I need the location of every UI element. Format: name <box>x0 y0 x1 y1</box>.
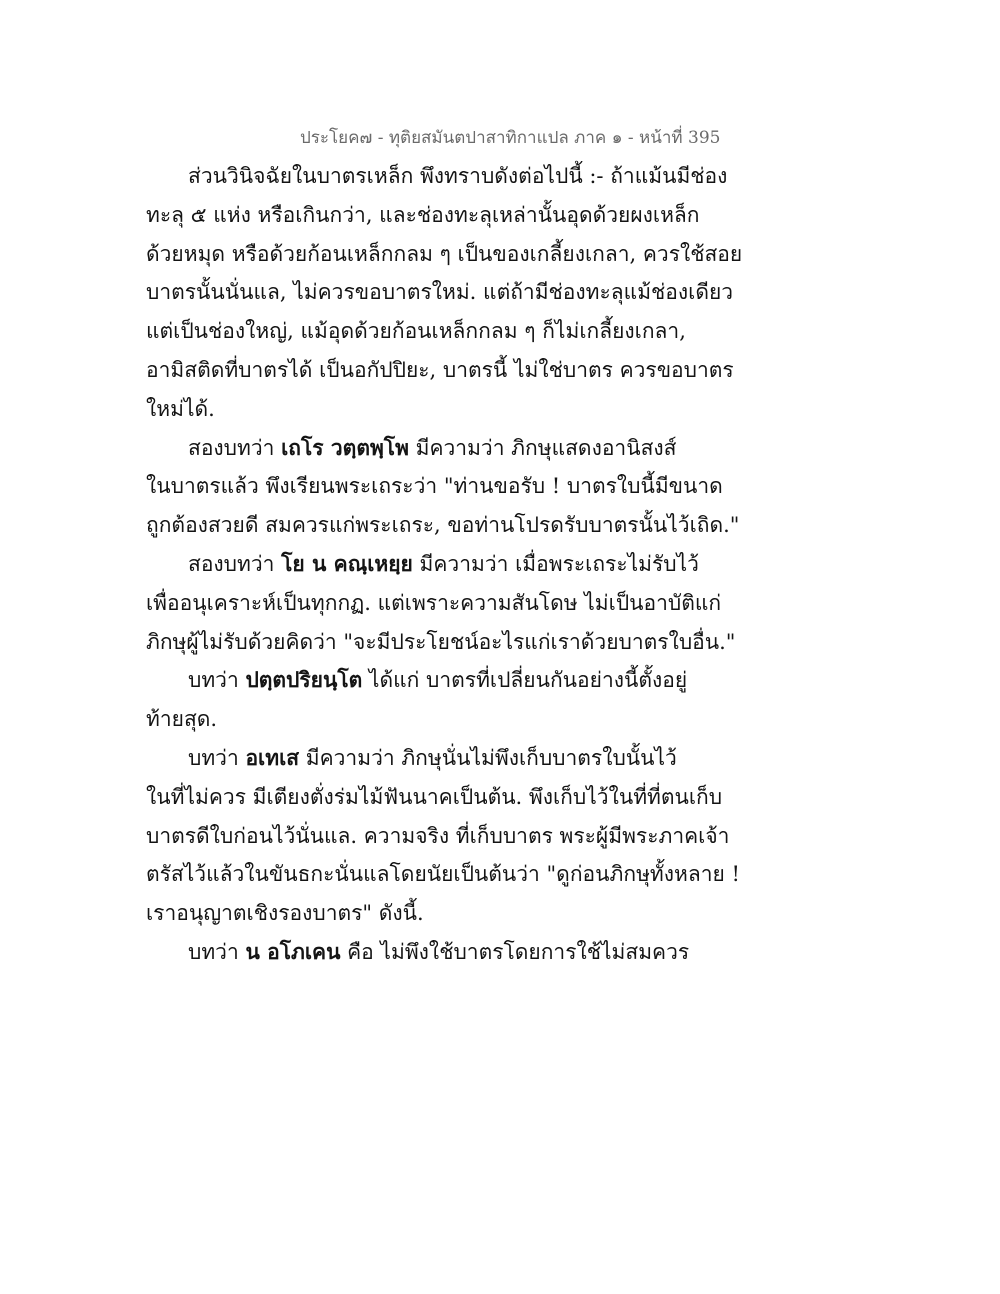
text-line <box>146 624 736 660</box>
pali-term: เถโร วตฺตพฺโพ <box>281 434 409 460</box>
pali-term: โย น คณฺเหยฺย <box>281 551 413 576</box>
text-line <box>146 236 743 272</box>
running-header: ประโยค๗ - ทุติยสมันตปาสาทิกาแปล ภาค ๑ - หน้าที่ 395 <box>300 128 721 148</box>
pali-term: อเทเส <box>245 745 300 770</box>
text-segment: ในบาตรแล้ว พึงเรียนพระเถระว่า "ท่านขอรับ ! บาตรใบนี้มีขนาด <box>146 474 723 499</box>
pali-term: น อโภเคน <box>245 939 341 964</box>
text-line <box>146 779 723 815</box>
paragraph-first-line <box>188 546 708 582</box>
text-segment: ด้วยหมุด หรือด้วยก้อนเหล็กกลม ๆ เป็นของเกลี้ยงเกลา, ควรใช้สอย <box>146 241 743 266</box>
text-segment: สองบทว่า <box>188 435 282 460</box>
text-line <box>146 818 730 854</box>
text-segment: มีความว่า ภิกษุแสดงอานิสงส์ <box>408 435 677 460</box>
text-segment: ตรัสไว้แล้วในขันธกะนั่นแลโดยนัยเป็นต้นว่า "ดูก่อนภิกษุทั้งหลาย ! <box>146 862 740 887</box>
text-line <box>146 197 706 233</box>
paragraph-first-line <box>188 430 708 466</box>
text-segment: ส่วนวินิจฉัยในบาตรเหล็ก พึงทราบดังต่อไปนี้ :- ถ้าแม้นมีช่อง <box>188 164 728 188</box>
paragraph-first-line <box>188 158 728 194</box>
text-segment: เพื่ออนุเคราะห์เป็นทุกกฏ. แต่เพราะความสันโดษ ไม่เป็นอาบัติแก่ <box>146 590 722 615</box>
text-line <box>146 856 740 892</box>
text-segment: มีความว่า ภิกษุนั่นไม่พึงเก็บบาตรใบนั้นไว้ <box>299 746 677 770</box>
text-line <box>146 701 706 737</box>
text-segment: บทว่า <box>188 746 246 770</box>
text-segment: ภิกษุผู้ไม่รับด้วยคิดว่า "จะมีประโยชน์อะไรแก่เราด้วยบาตรใบอื่น." <box>146 629 736 654</box>
text-segment: มีความว่า เมื่อพระเถระไม่รับไว้ <box>412 552 699 576</box>
text-line <box>146 468 723 504</box>
pali-term: ปตฺตปริยนฺโต <box>245 667 363 693</box>
text-segment: บทว่า <box>188 940 246 964</box>
text-segment: ได้แก่ บาตรที่เปลี่ยนกันอย่างนี้ตั้งอยู่ <box>362 668 688 693</box>
paragraph-first-line <box>188 662 708 698</box>
text-segment: บาตรดีใบก่อนไว้นั่นแล. ความจริง ที่เก็บบาตร พระผู้มีพระภาคเจ้า <box>146 823 730 848</box>
text-line <box>146 585 722 621</box>
text-segment: บาตรนั้นนั่นแล, ไม่ควรขอบาตรใหม่. แต่ถ้ามีช่องทะลุแม้ช่องเดียว <box>146 280 734 305</box>
text-segment: คือ ไม่พึงใช้บาตรโดยการใช้ไม่สมควร <box>340 940 690 964</box>
text-segment: ทะลุ ๕ แห่ง หรือเกินกว่า, และช่องทะลุเหล่านั้นอุดด้วยผงเหล็ก <box>146 202 700 227</box>
text-segment: ในที่ไม่ควร มีเตียงตั่งร่มไม้ฟันนาคเป็นต้น. พึงเก็บไว้ในที่ที่ตนเก็บ <box>146 784 723 809</box>
text-line <box>146 274 734 310</box>
text-segment: สองบทว่า <box>188 552 282 576</box>
text-line <box>146 507 740 543</box>
text-segment: อามิสติดที่บาตรได้ เป็นอกัปปิยะ, บาตรนี้ ไม่ใช่บาตร ควรขอบาตร <box>146 358 734 382</box>
text-line <box>146 313 706 349</box>
text-segment: ท้ายสุด. <box>146 707 218 732</box>
text-segment: ใหม่ได้. <box>146 396 215 421</box>
paragraph-first-line <box>188 740 708 776</box>
text-line <box>146 352 734 388</box>
text-line <box>146 391 706 427</box>
text-line <box>146 895 706 931</box>
text-segment: บทว่า <box>188 668 246 693</box>
text-segment: เราอนุญาตเชิงรองบาตร" ดังนี้. <box>146 901 424 926</box>
text-segment: แต่เป็นช่องใหญ่, แม้อุดด้วยก้อนเหล็กกลม ๆ ก็ไม่เกลี้ยงเกลา, <box>146 319 686 344</box>
paragraph-first-line <box>188 934 708 970</box>
text-segment: ถูกต้องสวยดี สมควรแก่พระเถระ, ขอท่านโปรดรับบาตรนั้นไว้เถิด." <box>146 513 740 538</box>
